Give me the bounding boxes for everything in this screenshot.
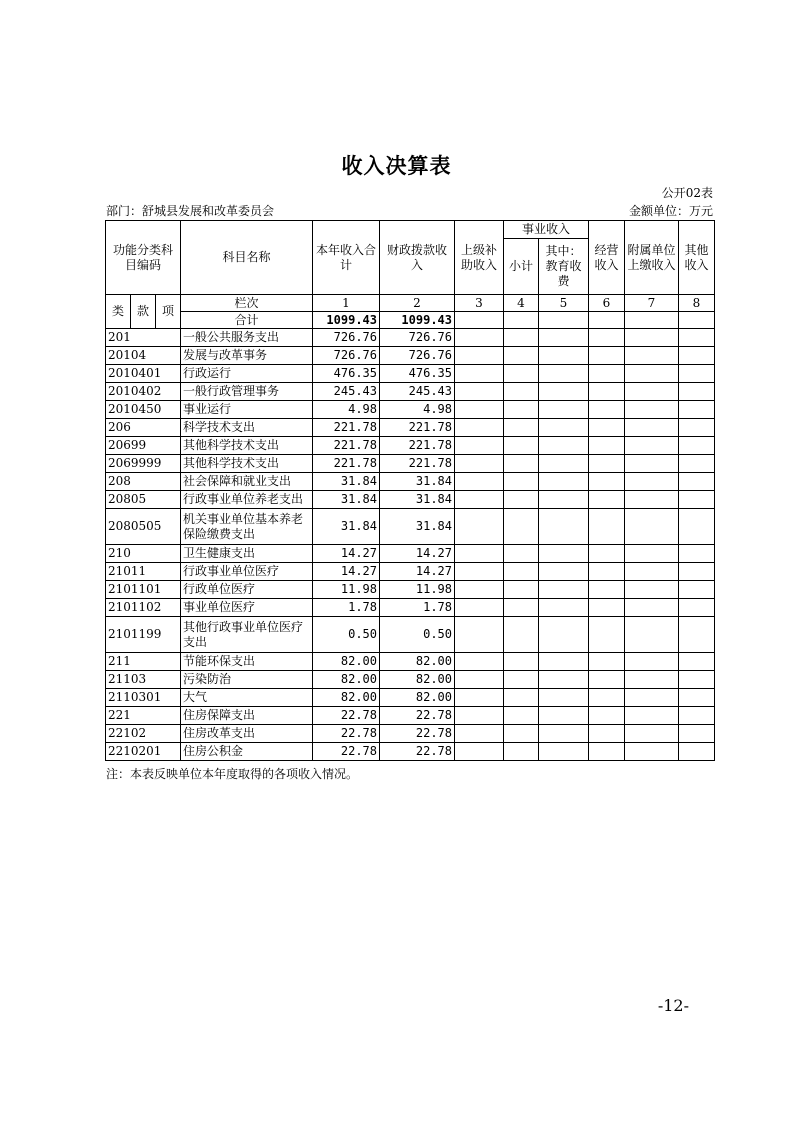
row-income: 11.98 <box>313 581 380 599</box>
row-code: 206 <box>106 419 181 437</box>
row-fiscal: 14.27 <box>380 545 455 563</box>
row-code: 2110301 <box>106 689 181 707</box>
row-name: 一般行政管理事务 <box>181 383 313 401</box>
table-row <box>106 653 715 671</box>
col-num: 6 <box>589 295 625 312</box>
col-num: 7 <box>625 295 679 312</box>
row-name: 其他科学技术支出 <box>181 455 313 473</box>
table-row <box>106 743 715 761</box>
row-code: 2069999 <box>106 455 181 473</box>
col-num: 3 <box>455 295 504 312</box>
table-header <box>106 221 715 329</box>
row-code: 22102 <box>106 725 181 743</box>
row-income: 726.76 <box>313 347 380 365</box>
row-fiscal: 82.00 <box>380 653 455 671</box>
row-name: 污染防治 <box>181 671 313 689</box>
row-name: 行政单位医疗 <box>181 581 313 599</box>
table-row <box>106 473 715 491</box>
page-title: 收入决算表 <box>341 154 452 178</box>
row-fiscal: 22.78 <box>380 707 455 725</box>
col-num: 1 <box>313 295 380 312</box>
row-income: 14.27 <box>313 545 380 563</box>
row-fiscal: 11.98 <box>380 581 455 599</box>
row-fiscal: 31.84 <box>380 491 455 509</box>
form-code: 公开02表 <box>661 186 713 200</box>
row-code: 208 <box>106 473 181 491</box>
row-name: 住房改革支出 <box>181 725 313 743</box>
table-row <box>106 509 715 545</box>
row-code: 2010402 <box>106 383 181 401</box>
row-fiscal: 82.00 <box>380 671 455 689</box>
row-income: 476.35 <box>313 365 380 383</box>
header-kuan: 款 <box>131 295 156 329</box>
header-affiliated: 附属单位上缴收入 <box>625 221 679 295</box>
table-row <box>106 581 715 599</box>
header-func-code: 功能分类科目编码 <box>106 221 181 295</box>
row-code: 211 <box>106 653 181 671</box>
row-fiscal: 4.98 <box>380 401 455 419</box>
row-income: 221.78 <box>313 437 380 455</box>
income-table <box>105 220 715 761</box>
row-fiscal: 22.78 <box>380 743 455 761</box>
row-income: 14.27 <box>313 563 380 581</box>
row-code: 2010401 <box>106 365 181 383</box>
row-name: 社会保障和就业支出 <box>181 473 313 491</box>
row-income: 22.78 <box>313 725 380 743</box>
table-row <box>106 437 715 455</box>
page-number: -12- <box>657 996 689 1015</box>
table-row <box>106 563 715 581</box>
table-row <box>106 725 715 743</box>
row-income: 1.78 <box>313 599 380 617</box>
row-code: 2101102 <box>106 599 181 617</box>
col-num: 4 <box>504 295 539 312</box>
table-row <box>106 599 715 617</box>
table-body <box>106 329 715 761</box>
row-name: 其他科学技术支出 <box>181 437 313 455</box>
row-income: 82.00 <box>313 653 380 671</box>
table-row <box>106 491 715 509</box>
row-income: 31.84 <box>313 473 380 491</box>
table-row <box>106 365 715 383</box>
row-code: 21011 <box>106 563 181 581</box>
row-fiscal: 221.78 <box>380 437 455 455</box>
row-code: 20805 <box>106 491 181 509</box>
col-num: 5 <box>539 295 589 312</box>
row-code: 21103 <box>106 671 181 689</box>
row-income: 4.98 <box>313 401 380 419</box>
table-row <box>106 707 715 725</box>
header-fiscal: 财政拨款收入 <box>380 221 455 295</box>
department-label: 部门：舒城县发展和改革委员会 <box>106 204 275 218</box>
row-fiscal: 22.78 <box>380 725 455 743</box>
header-business-income: 事业收入 <box>504 221 589 239</box>
col-num: 2 <box>380 295 455 312</box>
row-code: 2210201 <box>106 743 181 761</box>
row-name: 大气 <box>181 689 313 707</box>
row-code: 20104 <box>106 347 181 365</box>
row-name: 住房保障支出 <box>181 707 313 725</box>
col-num: 8 <box>679 295 715 312</box>
unit-label: 金额单位：万元 <box>628 204 713 218</box>
header-lanci: 栏次 <box>181 295 313 312</box>
row-name: 卫生健康支出 <box>181 545 313 563</box>
row-code: 210 <box>106 545 181 563</box>
table-note: 注：本表反映单位本年度取得的各项收入情况。 <box>106 767 359 781</box>
row-income: 22.78 <box>313 743 380 761</box>
row-fiscal: 221.78 <box>380 419 455 437</box>
row-name: 节能环保支出 <box>181 653 313 671</box>
row-income: 221.78 <box>313 455 380 473</box>
row-name: 机关事业单位基本养老保险缴费支出 <box>181 509 313 545</box>
header-superior-subsidy: 上级补助收入 <box>455 221 504 295</box>
total-label: 合计 <box>181 312 313 329</box>
total-fiscal: 1099.43 <box>380 312 455 329</box>
row-code: 2101199 <box>106 617 181 653</box>
row-fiscal: 82.00 <box>380 689 455 707</box>
row-income: 0.50 <box>313 617 380 653</box>
row-fiscal: 31.84 <box>380 473 455 491</box>
table-row <box>106 455 715 473</box>
row-fiscal: 726.76 <box>380 329 455 347</box>
row-income: 22.78 <box>313 707 380 725</box>
row-fiscal: 14.27 <box>380 563 455 581</box>
table-row <box>106 347 715 365</box>
row-income: 82.00 <box>313 671 380 689</box>
row-fiscal: 31.84 <box>380 509 455 545</box>
header-lei: 类 <box>106 295 131 329</box>
header-subject-name: 科目名称 <box>181 221 313 295</box>
row-code: 2101101 <box>106 581 181 599</box>
header-subtotal: 小计 <box>504 239 539 295</box>
row-income: 31.84 <box>313 491 380 509</box>
row-name: 行政事业单位养老支出 <box>181 491 313 509</box>
table-row <box>106 671 715 689</box>
row-income: 82.00 <box>313 689 380 707</box>
row-name: 其他行政事业单位医疗支出 <box>181 617 313 653</box>
header-operating: 经营收入 <box>589 221 625 295</box>
row-income: 31.84 <box>313 509 380 545</box>
row-name: 行政事业单位医疗 <box>181 563 313 581</box>
row-fiscal: 1.78 <box>380 599 455 617</box>
row-income: 726.76 <box>313 329 380 347</box>
header-current-income: 本年收入合计 <box>313 221 380 295</box>
row-fiscal: 221.78 <box>380 455 455 473</box>
header-other: 其他收入 <box>679 221 715 295</box>
row-code: 2080505 <box>106 509 181 545</box>
row-name: 事业运行 <box>181 401 313 419</box>
row-name: 科学技术支出 <box>181 419 313 437</box>
row-fiscal: 476.35 <box>380 365 455 383</box>
row-name: 发展与改革事务 <box>181 347 313 365</box>
table-row <box>106 419 715 437</box>
total-income: 1099.43 <box>313 312 380 329</box>
row-fiscal: 726.76 <box>380 347 455 365</box>
table-row <box>106 401 715 419</box>
row-name: 行政运行 <box>181 365 313 383</box>
row-fiscal: 245.43 <box>380 383 455 401</box>
row-code: 2010450 <box>106 401 181 419</box>
row-fiscal: 0.50 <box>380 617 455 653</box>
row-code: 201 <box>106 329 181 347</box>
row-income: 221.78 <box>313 419 380 437</box>
row-code: 20699 <box>106 437 181 455</box>
table-row <box>106 545 715 563</box>
table-row <box>106 329 715 347</box>
row-name: 事业单位医疗 <box>181 599 313 617</box>
row-code: 221 <box>106 707 181 725</box>
table-row <box>106 689 715 707</box>
row-income: 245.43 <box>313 383 380 401</box>
row-name: 一般公共服务支出 <box>181 329 313 347</box>
row-name: 住房公积金 <box>181 743 313 761</box>
header-xiang: 项 <box>156 295 181 329</box>
table-row <box>106 383 715 401</box>
table-row <box>106 617 715 653</box>
header-education-fee: 其中：教育收费 <box>539 239 589 295</box>
